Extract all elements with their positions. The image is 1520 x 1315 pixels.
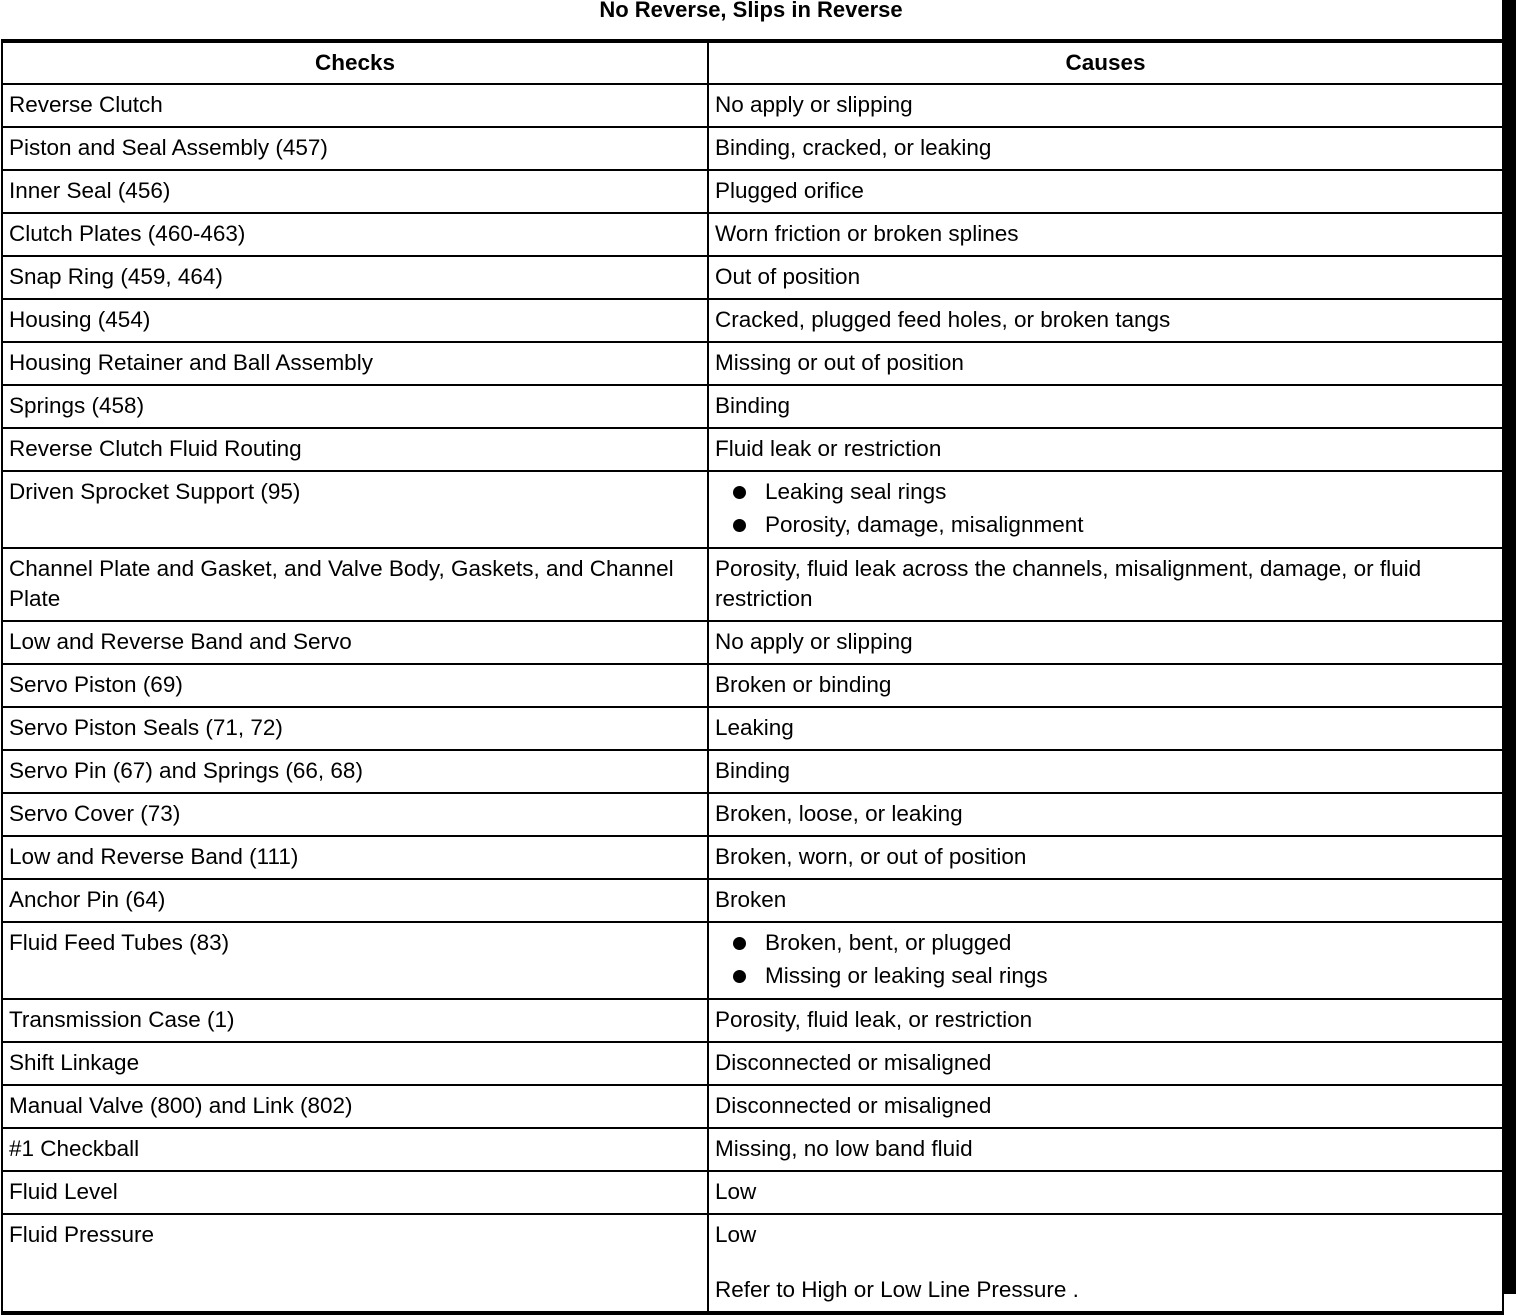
check-cell: Housing Retainer and Ball Assembly	[2, 342, 708, 385]
check-cell: Channel Plate and Gasket, and Valve Body, Gaskets, and Channel Plate	[2, 548, 708, 621]
cause-bullet: Broken, bent, or plugged	[715, 926, 1496, 959]
table-row	[2, 793, 1503, 836]
cause-cell: Cracked, plugged feed holes, or broken tangs	[708, 299, 1503, 342]
table-row	[2, 750, 1503, 793]
check-cell: Fluid Level	[2, 1171, 708, 1214]
table-row	[2, 664, 1503, 707]
table-row	[2, 256, 1503, 299]
check-cell: Servo Cover (73)	[2, 793, 708, 836]
cause-cell	[708, 471, 1503, 548]
cause-bullet-list	[715, 926, 1496, 992]
cause-cell: Broken, worn, or out of position	[708, 836, 1503, 879]
table-row	[2, 1085, 1503, 1128]
paragraph-gap	[715, 1250, 1496, 1275]
cause-bullet-list	[715, 475, 1496, 541]
cause-cell: Worn friction or broken splines	[708, 213, 1503, 256]
check-cell: Fluid Pressure	[2, 1214, 708, 1313]
check-cell: Servo Piston Seals (71, 72)	[2, 707, 708, 750]
cause-bullet: Leaking seal rings	[715, 475, 1496, 508]
diagnostic-table	[1, 39, 1504, 1315]
column-header-checks: Checks	[2, 41, 708, 84]
cause-cell: No apply or slipping	[708, 84, 1503, 127]
check-cell: Anchor Pin (64)	[2, 879, 708, 922]
table-row	[2, 213, 1503, 256]
check-cell: Driven Sprocket Support (95)	[2, 471, 708, 548]
table-row	[2, 922, 1503, 999]
cause-cell	[708, 1214, 1503, 1313]
check-cell: Fluid Feed Tubes (83)	[2, 922, 708, 999]
check-cell: Springs (458)	[2, 385, 708, 428]
cause-cell: Porosity, fluid leak, or restriction	[708, 999, 1503, 1042]
table-row	[2, 385, 1503, 428]
cause-cell: Broken or binding	[708, 664, 1503, 707]
check-cell: Housing (454)	[2, 299, 708, 342]
cause-cell: Leaking	[708, 707, 1503, 750]
table-row	[2, 548, 1503, 621]
cause-cell: Broken, loose, or leaking	[708, 793, 1503, 836]
cause-cell: Porosity, fluid leak across the channels, misalignment, damage, or fluid restriction	[708, 548, 1503, 621]
cause-cell: Binding, cracked, or leaking	[708, 127, 1503, 170]
check-cell: Reverse Clutch	[2, 84, 708, 127]
cause-reference-link[interactable]: Refer to High or Low Line Pressure .	[715, 1277, 1079, 1302]
table-row	[2, 836, 1503, 879]
check-cell: Manual Valve (800) and Link (802)	[2, 1085, 708, 1128]
check-cell: Servo Pin (67) and Springs (66, 68)	[2, 750, 708, 793]
header-row	[2, 41, 1503, 84]
table-row	[2, 299, 1503, 342]
cause-cell: Binding	[708, 385, 1503, 428]
table-row	[2, 1171, 1503, 1214]
table-row	[2, 170, 1503, 213]
cause-cell: Fluid leak or restriction	[708, 428, 1503, 471]
table-row	[2, 84, 1503, 127]
check-cell: Snap Ring (459, 464)	[2, 256, 708, 299]
table-row	[2, 707, 1503, 750]
cause-cell: Missing, no low band fluid	[708, 1128, 1503, 1171]
column-header-causes: Causes	[708, 41, 1503, 84]
table-row	[2, 127, 1503, 170]
cause-cell: Disconnected or misaligned	[708, 1042, 1503, 1085]
cause-cell: No apply or slipping	[708, 621, 1503, 664]
table-row	[2, 1214, 1503, 1313]
check-cell: Low and Reverse Band and Servo	[2, 621, 708, 664]
check-cell: Transmission Case (1)	[2, 999, 708, 1042]
cause-cell: Plugged orifice	[708, 170, 1503, 213]
cause-cell: Broken	[708, 879, 1503, 922]
cause-cell	[708, 922, 1503, 999]
table-row	[2, 999, 1503, 1042]
cause-text: Low	[715, 1222, 757, 1247]
right-edge-bar	[1502, 0, 1516, 1294]
check-cell: Shift Linkage	[2, 1042, 708, 1085]
cause-bullet: Porosity, damage, misalignment	[715, 508, 1496, 541]
table-row	[2, 428, 1503, 471]
check-cell: Reverse Clutch Fluid Routing	[2, 428, 708, 471]
table-row	[2, 1128, 1503, 1171]
check-cell: Clutch Plates (460-463)	[2, 213, 708, 256]
table-row	[2, 1042, 1503, 1085]
cause-cell: Missing or out of position	[708, 342, 1503, 385]
cause-cell: Low	[708, 1171, 1503, 1214]
table-row	[2, 471, 1503, 548]
check-cell: Servo Piston (69)	[2, 664, 708, 707]
cause-cell: Out of position	[708, 256, 1503, 299]
table-row	[2, 621, 1503, 664]
check-cell: Inner Seal (456)	[2, 170, 708, 213]
check-cell: #1 Checkball	[2, 1128, 708, 1171]
table-row	[2, 342, 1503, 385]
table-title: No Reverse, Slips in Reverse	[599, 0, 903, 22]
cause-cell: Disconnected or misaligned	[708, 1085, 1503, 1128]
check-cell: Piston and Seal Assembly (457)	[2, 127, 708, 170]
cause-cell: Binding	[708, 750, 1503, 793]
table-row	[2, 879, 1503, 922]
check-cell: Low and Reverse Band (111)	[2, 836, 708, 879]
cause-bullet: Missing or leaking seal rings	[715, 959, 1496, 992]
